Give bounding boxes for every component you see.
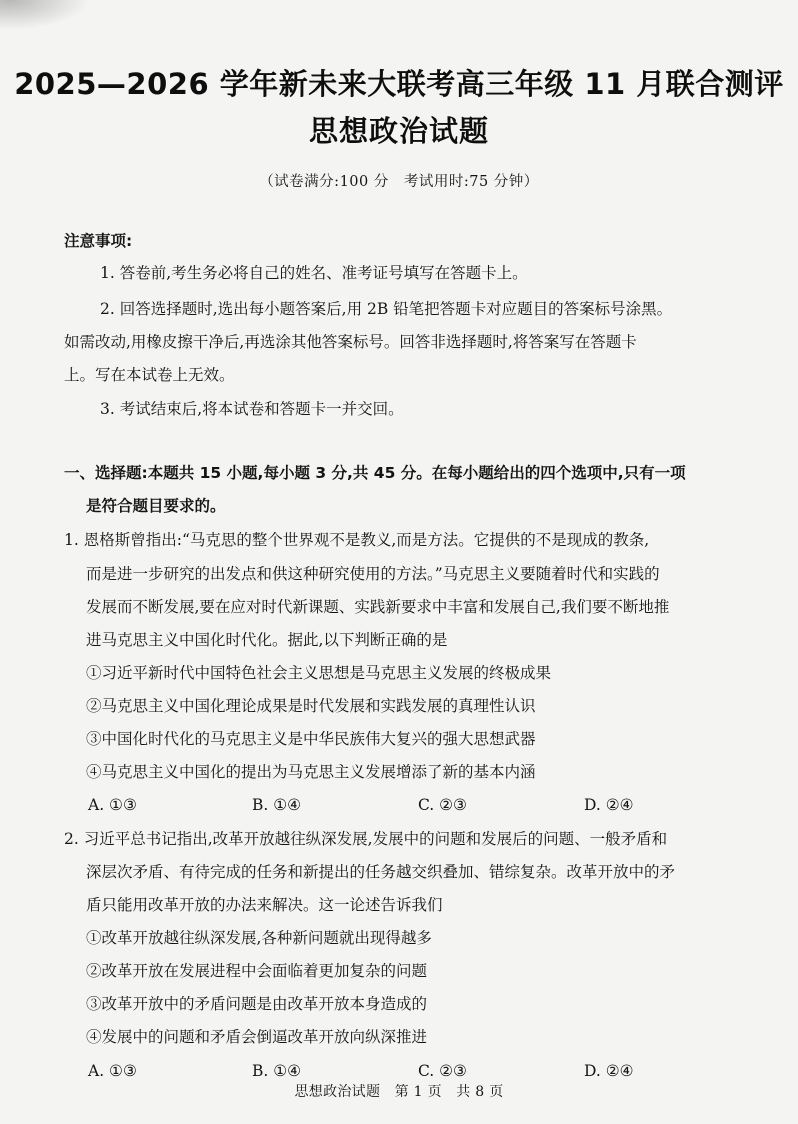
question-2-stem: 2. 习近平总书记指出,改革开放越往纵深发展,发展中的问题和发展后的问题、一般矛盾和 <box>64 830 668 848</box>
question-1-option-a: A. ①③ <box>88 796 137 814</box>
section-heading-cont: 是符合题目要求的。 <box>86 497 226 515</box>
question-2-statement: ①改革开放越往纵深发展,各种新问题就出现得越多 <box>86 929 432 947</box>
notice-heading: 注意事项: <box>64 232 133 250</box>
notice-item-2-cont: 如需改动,用橡皮擦干净后,再选涂其他答案标号。回答非选择题时,将答案写在答题卡 <box>64 333 637 351</box>
question-2-option-b: B. ①④ <box>252 1062 302 1080</box>
notice-item-2-cont2: 上。写在本试卷上无效。 <box>64 366 235 384</box>
question-1-option-b: B. ①④ <box>252 796 302 814</box>
page-footer: 思想政治试题 第 1 页 共 8 页 <box>294 1084 504 1100</box>
question-2-stem: 盾只能用改革开放的办法来解决。这一论述告诉我们 <box>86 896 443 914</box>
notice-item-1: 1. 答卷前,考生务必将自己的姓名、准考证号填写在答题卡上。 <box>100 264 528 282</box>
question-1-statement: ④马克思主义中国化的提出为马克思主义发展增添了新的基本内涵 <box>86 763 536 781</box>
question-1-option-d: D. ②④ <box>584 796 634 814</box>
question-1-stem: 进马克思主义中国化时代化。据此,以下判断正确的是 <box>86 631 448 649</box>
question-1-statement: ③中国化时代化的马克思主义是中华民族伟大复兴的强大思想武器 <box>86 730 536 748</box>
question-2-statement: ②改革开放在发展进程中会面临着更加复杂的问题 <box>86 962 428 980</box>
question-1-stem: 而是进一步研究的出发点和供这种研究使用的方法。”马克思主义要随着时代和实践的 <box>86 565 660 583</box>
question-1-statement: ①习近平新时代中国特色社会主义思想是马克思主义发展的终极成果 <box>86 664 552 682</box>
question-2-stem: 深层次矛盾、有待完成的任务和新提出的任务越交织叠加、错综复杂。改革开放中的矛 <box>86 863 676 881</box>
notice-item-2: 2. 回答选择题时,选出每小题答案后,用 2B 铅笔把答题卡对应题目的答案标号涂黑。 <box>100 300 673 318</box>
question-2-option-c: C. ②③ <box>418 1062 467 1080</box>
question-2-option-a: A. ①③ <box>88 1062 137 1080</box>
question-1-option-c: C. ②③ <box>418 796 467 814</box>
question-2-statement: ③改革开放中的矛盾问题是由改革开放本身造成的 <box>86 995 428 1013</box>
notice-item-3: 3. 考试结束后,将本试卷和答题卡一并交回。 <box>100 400 404 418</box>
question-1-stem: 1. 恩格斯曾指出:“马克思的整个世界观不是教义,而是方法。它提供的不是现成的教条, <box>64 531 650 549</box>
question-2-statement: ④发展中的问题和矛盾会倒逼改革开放向纵深推进 <box>86 1028 428 1046</box>
exam-subject-title: 思想政治试题 <box>308 114 489 148</box>
question-2-option-d: D. ②④ <box>584 1062 634 1080</box>
question-1-statement: ②马克思主义中国化理论成果是时代发展和实践发展的真理性认识 <box>86 697 536 715</box>
question-1-stem: 发展而不断发展,要在应对时代新课题、实践新要求中丰富和发展自己,我们要不断地推 <box>86 598 670 616</box>
exam-title: 2025—2026 学年新未来大联考高三年级 11 月联合测评 <box>14 67 784 101</box>
exam-info: （试卷满分:100 分 考试用时:75 分钟） <box>259 174 539 190</box>
section-heading: 一、选择题:本题共 15 小题,每小题 3 分,共 45 分。在每小题给出的四个选项中,只有一项 <box>64 464 686 482</box>
